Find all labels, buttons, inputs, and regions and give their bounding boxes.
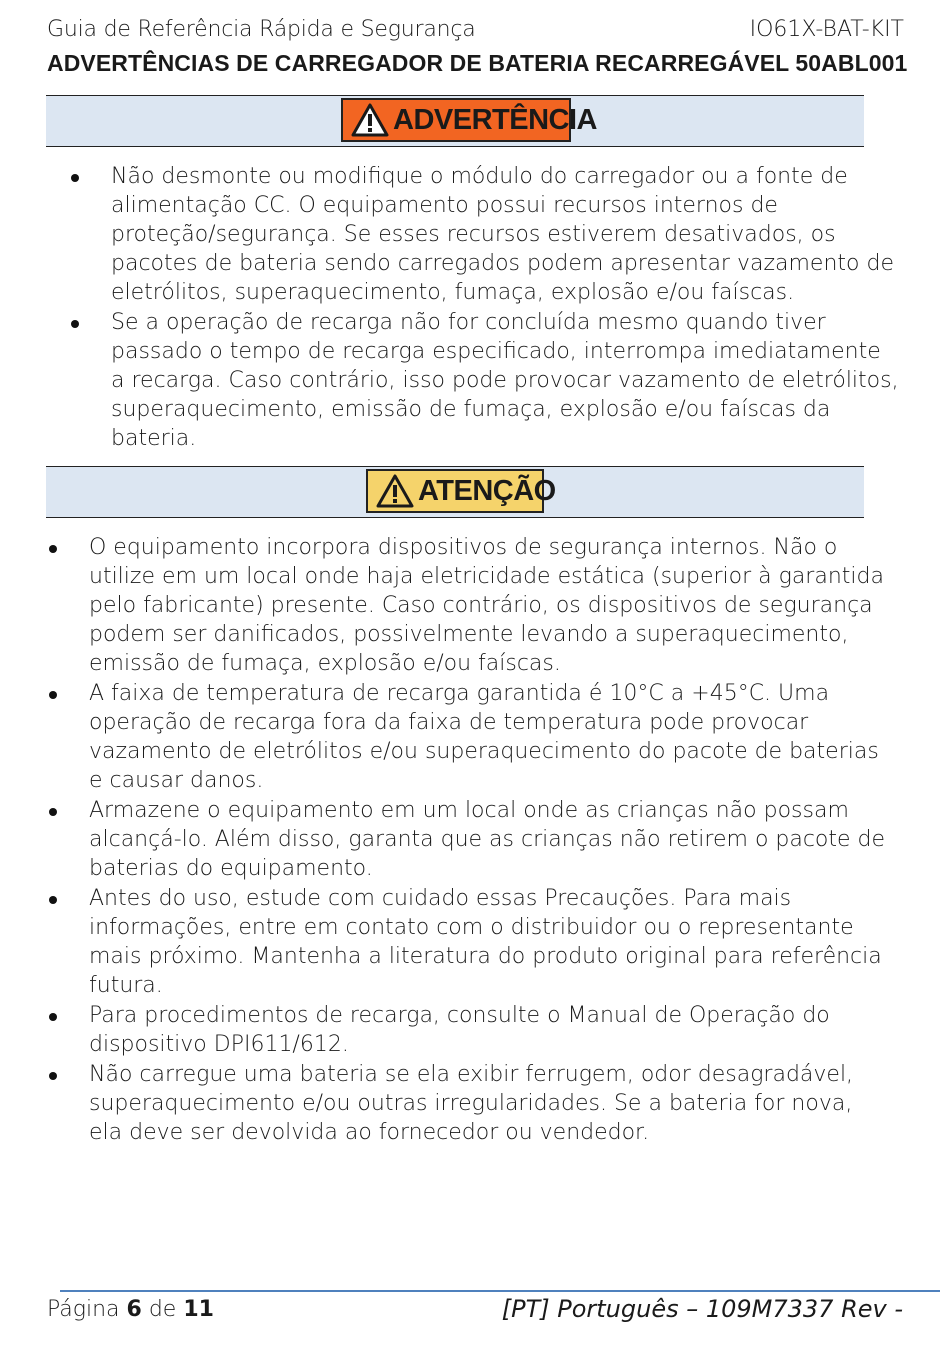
warning-label: ADVERTÊNCIA [393, 103, 597, 136]
list-item: Armazene o equipamento em um local onde as crianças não possam alcançá-lo. Além disso, garanta que as crianças não retirem o pacote de baterias do equipamento. [89, 796, 889, 883]
bullet-icon [49, 545, 57, 553]
section-title: ADVERTÊNCIAS DE CARREGADOR DE BATERIA RECARREGÁVEL 50ABL001 [47, 50, 908, 76]
page-number: 6 [126, 1297, 142, 1322]
caution-sign [366, 469, 556, 513]
document-reference: [PT] Português – 109M7337 Rev - [501, 1295, 903, 1323]
warning-sign [341, 98, 597, 142]
warning-triangle-icon [351, 103, 389, 137]
list-item: A faixa de temperatura de recarga garantida é 10°C a +45°C. Uma operação de recarga fora da faixa de temperatura pode provocar vazamento de eletrólitos e/ou superaquecimento do pacote de baterias e causar danos. [89, 679, 889, 795]
bullet-icon [71, 320, 79, 328]
list-item: Não carregue uma bateria se ela exibir ferrugem, odor desagradável, superaquecimento e/ou outras irregularidades. Se a bateria for nova, ela deve ser devolvida ao fornecedor ou vendedor. [89, 1060, 889, 1147]
caution-label: ATENÇÃO [418, 474, 556, 507]
guide-title: Guia de Referência Rápida e Segurança [47, 17, 476, 42]
bullet-icon [49, 808, 57, 816]
bullet-icon [49, 896, 57, 904]
warning-band [46, 95, 864, 147]
list-item: Para procedimentos de recarga, consulte o Manual de Operação do dispositivo DPI611/612. [89, 1001, 889, 1059]
list-item: Antes do uso, estude com cuidado essas Precauções. Para mais informações, entre em contato com o distribuidor ou o representante mais próximo. Mantenha a literatura do produto original para referência futura. [89, 884, 889, 1000]
warning-list [111, 162, 901, 454]
list-item: O equipamento incorpora dispositivos de segurança internos. Não o utilize em um local onde haja eletricidade estática (superior à garantida pelo fabricante) presente. Caso contrário, os dispositivos de segurança podem ser danificados, possivelmente levando a superaquecimento, emissão de fumaça, explosão e/ou faíscas. [89, 533, 889, 678]
bullet-icon [49, 691, 57, 699]
model-number: IO61X-BAT-KIT [749, 17, 904, 42]
footer-divider [60, 1290, 940, 1292]
list-item: Não desmonte ou modifique o módulo do carregador ou a fonte de alimentação CC. O equipamento possui recursos internos de proteção/segurança. Se esses recursos estiverem desativados, os pacotes de bateria sendo carregados podem apresentar vazamento de eletrólitos, superaquecimento, fumaça, explosão e/ou faíscas. [111, 162, 901, 307]
page-indicator: Página 6 de 11 [47, 1297, 214, 1322]
bullet-icon [49, 1013, 57, 1021]
caution-list [89, 533, 889, 1148]
warning-triangle-icon [376, 474, 414, 508]
caution-band [46, 466, 864, 518]
list-item: Se a operação de recarga não for concluída mesmo quando tiver passado o tempo de recarga especificado, interrompa imediatamente a recarga. Caso contrário, isso pode provocar vazamento de eletrólitos, superaquecimento, emissão de fumaça, explosão e/ou faíscas da bateria. [111, 308, 901, 453]
bullet-icon [49, 1072, 57, 1080]
page-total: 11 [183, 1297, 214, 1322]
bullet-icon [71, 174, 79, 182]
